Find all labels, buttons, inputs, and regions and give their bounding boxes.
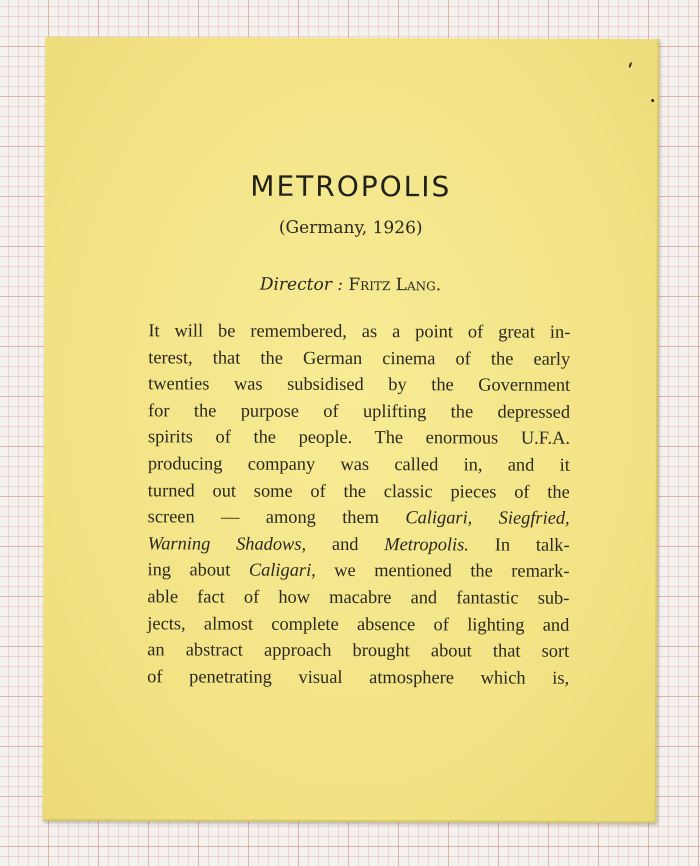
text-run: spirits of the people. The enormous U.F.A. bbox=[147, 426, 571, 449]
text-run bbox=[472, 508, 498, 528]
text-run: of penetrating visual atmosphere which is, bbox=[147, 666, 570, 688]
body-line bbox=[147, 557, 569, 585]
text-run: terest, that the German cinema of the early bbox=[148, 346, 571, 369]
body-line bbox=[148, 397, 570, 425]
body-line bbox=[148, 344, 570, 372]
film-title-italic: Caligari, bbox=[405, 507, 473, 528]
text-run: an abstract approach brought about that sort bbox=[147, 639, 570, 661]
body-line bbox=[148, 503, 570, 531]
film-title: METROPOLIS bbox=[250, 169, 452, 204]
body-line bbox=[148, 530, 570, 558]
ink-dot bbox=[651, 99, 654, 102]
program-card bbox=[43, 37, 660, 823]
body-line bbox=[148, 424, 570, 452]
film-origin-year: (Germany, 1926) bbox=[278, 217, 423, 239]
director-name: Fritz Lang. bbox=[348, 274, 442, 296]
film-title-italic: Caligari, bbox=[248, 559, 316, 581]
text-run: screen — among them bbox=[147, 506, 406, 528]
body-line bbox=[148, 317, 570, 345]
film-title-italic: Warning Shadows, bbox=[147, 533, 307, 554]
director-line bbox=[44, 274, 656, 296]
film-title-italic: Metropolis. bbox=[384, 533, 469, 555]
text-run: ing about bbox=[147, 559, 249, 580]
body-text bbox=[147, 317, 570, 691]
text-run: twenties was subsidised by the Government bbox=[148, 373, 571, 395]
body-line bbox=[147, 663, 569, 691]
body-line bbox=[148, 370, 570, 398]
body-line bbox=[147, 583, 569, 611]
text-run: It will be remembered, as a point of great in- bbox=[148, 320, 571, 342]
text-run: jects, almost complete absence of lighting and bbox=[147, 612, 570, 635]
director-label: Director : bbox=[259, 274, 344, 295]
text-run: able fact of how macabre and fantastic sub- bbox=[147, 586, 570, 608]
body-line bbox=[148, 450, 570, 478]
text-run: for the purpose of uplifting the depressed bbox=[148, 400, 571, 422]
text-run: and bbox=[306, 533, 385, 554]
text-run: turned out some of the classic pieces of the bbox=[147, 479, 570, 502]
body-line bbox=[147, 636, 569, 664]
film-title-italic: Siegfried, bbox=[498, 507, 570, 528]
text-run: we mentioned the remark- bbox=[315, 560, 570, 582]
ink-mark bbox=[628, 62, 632, 68]
body-line bbox=[147, 610, 569, 638]
text-run: In talk- bbox=[468, 534, 570, 555]
body-line bbox=[148, 477, 570, 505]
text-run: producing company was called in, and it bbox=[147, 453, 570, 475]
